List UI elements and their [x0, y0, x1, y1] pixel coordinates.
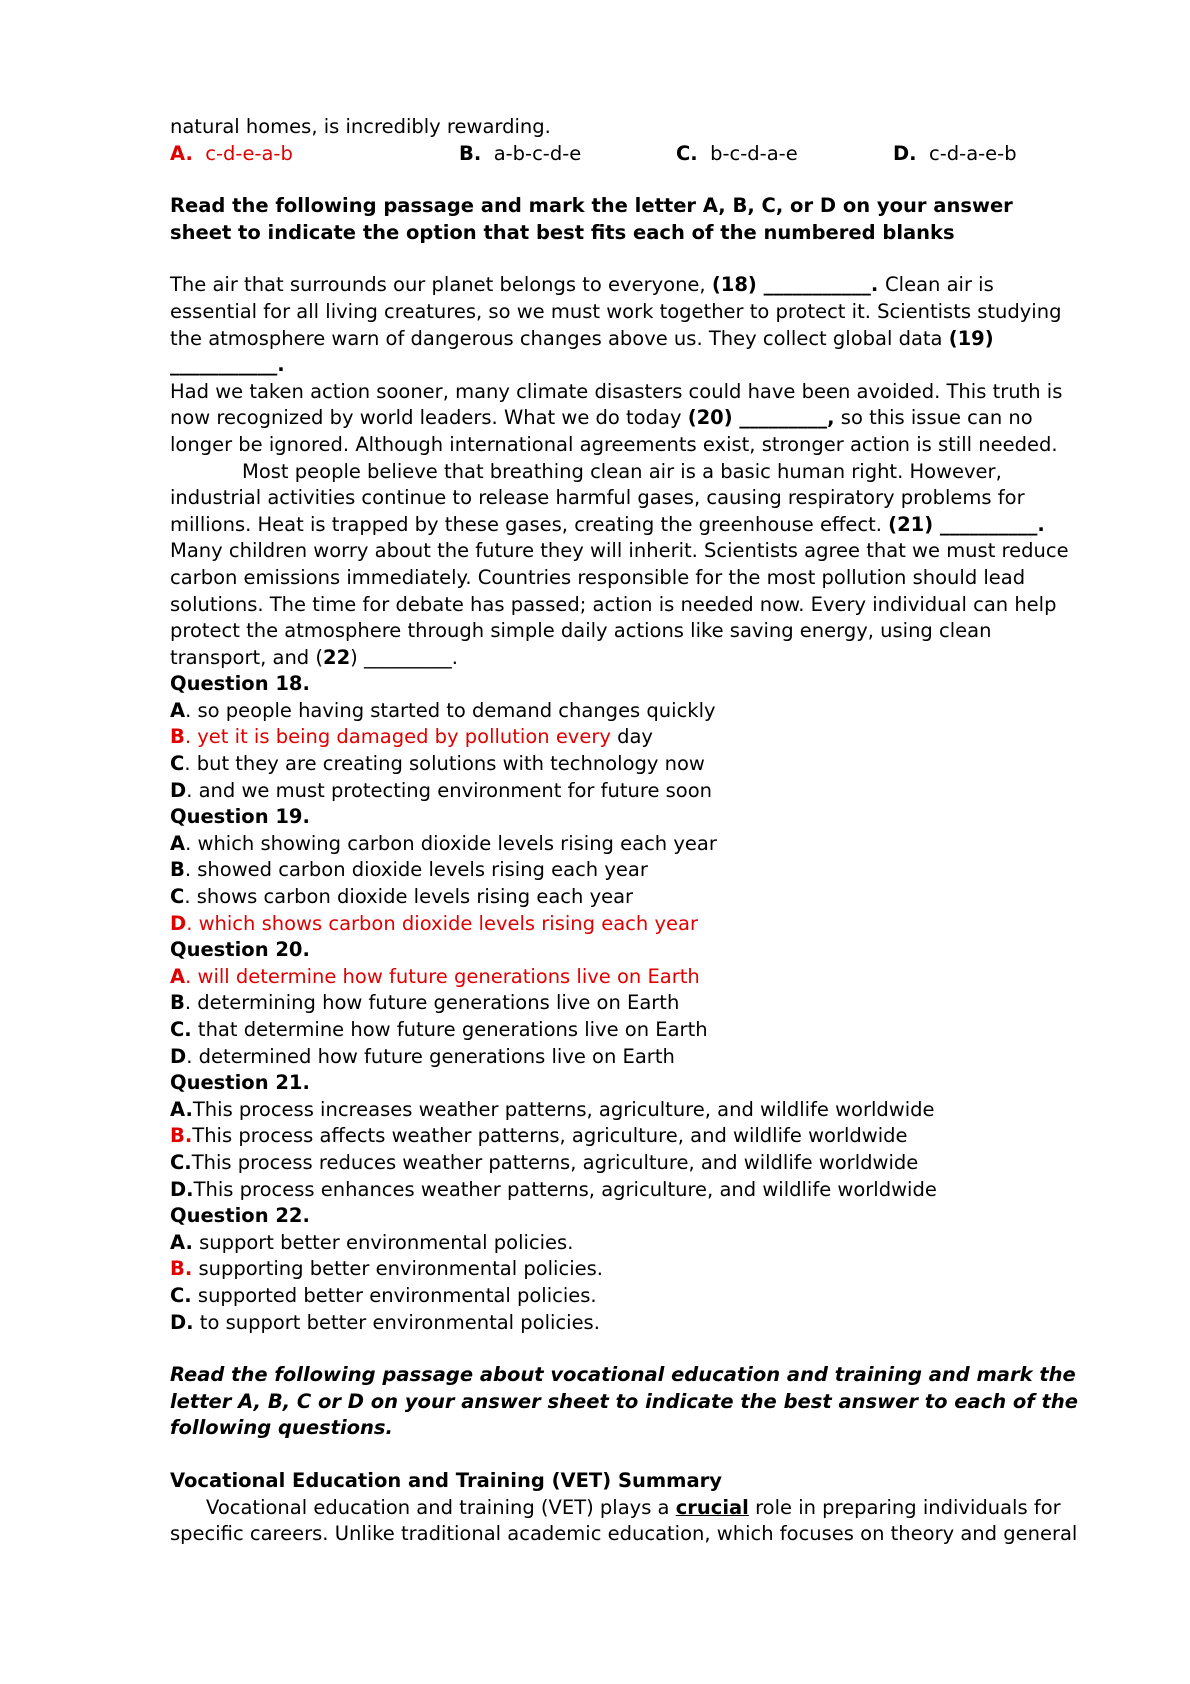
blank-22-number: 22 [323, 645, 351, 669]
blank-20: (20) _________, [687, 406, 835, 430]
question-title: Question 22. [170, 1204, 310, 1228]
blank-18: (18) ___________. [711, 273, 886, 297]
question-title: Question 19. [170, 805, 310, 829]
option-c: C. b-c-d-a-e [676, 141, 798, 165]
answer-option-correct: D. which shows carbon dioxide levels rising each year [170, 911, 698, 935]
answer-option: C. that determine how future generations live on Earth [170, 1018, 708, 1041]
option-a: A. c-d-e-a-b [170, 141, 293, 165]
question-19 [170, 804, 1085, 937]
blank-21: (21) __________. [888, 512, 1045, 536]
question-title: Question 18. [170, 672, 310, 696]
passage-paragraph: Vocational education and training (VET) plays a crucial role in preparing individuals for [206, 1495, 1061, 1519]
answer-option-correct: B. yet it is being damaged by pollution every day [170, 725, 653, 749]
passage-paragraph: specific careers. Unlike traditional academic education, which focuses on theory and general [170, 1522, 1078, 1546]
document-page [170, 114, 1085, 1548]
answer-option: C. shows carbon dioxide levels rising each year [170, 885, 634, 909]
answer-option: C.This process reduces weather patterns, agriculture, and wildlife worldwide [170, 1150, 919, 1174]
question-title: Question 21. [170, 1071, 310, 1095]
answer-option: B. showed carbon dioxide levels rising each year [170, 858, 648, 882]
question-22 [170, 1203, 1085, 1336]
answer-option: B. determining how future generations live on Earth [170, 991, 680, 1015]
section1-instruction: Read the following passage and mark the letter A, B, C, or D on your answer sheet to indicate the option that best fits each of the numbered blanks [170, 194, 1013, 244]
previous-question-options [170, 141, 1085, 168]
answer-option-correct: A. will determine how future generations live on Earth [170, 964, 700, 988]
blank-19: (19) [948, 326, 994, 350]
answer-option: A. so people having started to demand changes quickly [170, 698, 716, 722]
answer-option: D. to support better environmental policies. [170, 1310, 600, 1334]
answer-option: D.This process enhances weather patterns, agriculture, and wildlife worldwide [170, 1177, 937, 1201]
answer-option: C. supported better environmental policies. [170, 1283, 597, 1307]
question-20 [170, 937, 1085, 1070]
question-18 [170, 671, 1085, 804]
section2-instruction: Read the following passage about vocational education and training and mark the letter A, B, C or D on your answer sheet to indicate the best answer to each of the following questions. [170, 1363, 1078, 1440]
answer-option: D. and we must protecting environment for future soon [170, 778, 713, 802]
highlighted-word: crucial [675, 1495, 749, 1519]
question-title: Question 20. [170, 938, 310, 962]
answer-option-correct: B.This process affects weather patterns, agriculture, and wildlife worldwide [170, 1124, 908, 1148]
answer-option: A. support better environmental policies. [170, 1230, 574, 1254]
cloze-passage: The air that surrounds our planet belongs to everyone, (18) ___________. Clean air is essential for all living creatures, so we must work together to protect it. Scientists studying the atmosphere warn of dangerous changes above us. They collect global data (19) ___________. Had we taken action sooner, many climate disasters could have been avoided. This truth is now recognized by world leaders. What we do today (20) _________, so this issue can no longer be ignored. Although international agreements exist, stronger action is still needed. Most people believe that breathing clean air is a basic human right. However, industrial activities continue to release harmful gases, causing respiratory problems for millions. Heat is trapped by these gases, creating the greenhouse effect. (21) __________. Many children worry about the future they will inherit. Scientists agree that we must reduce carbon emissions immediately. Countries responsible for the most pollution should lead solutions. The time for debate has passed; action is needed now. Every individual can help protect the atmosphere through simple daily actions like saving energy, using clean transport, and (22) _________. [170, 273, 1069, 669]
answer-option: A. which showing carbon dioxide levels rising each year [170, 831, 717, 855]
answer-option: D. determined how future generations live on Earth [170, 1044, 675, 1068]
previous-question-tail: natural homes, is incredibly rewarding. [170, 115, 551, 138]
option-d: D. c-d-a-e-b [893, 141, 1017, 165]
answer-option: C. but they are creating solutions with technology now [170, 752, 705, 776]
question-21 [170, 1070, 1085, 1203]
answer-option: A.This process increases weather patterns, agriculture, and wildlife worldwide [170, 1097, 935, 1121]
answer-option-correct: B. supporting better environmental policies. [170, 1257, 603, 1281]
option-b: B. a-b-c-d-e [459, 141, 582, 165]
passage-title: Vocational Education and Training (VET) Summary [170, 1468, 722, 1492]
